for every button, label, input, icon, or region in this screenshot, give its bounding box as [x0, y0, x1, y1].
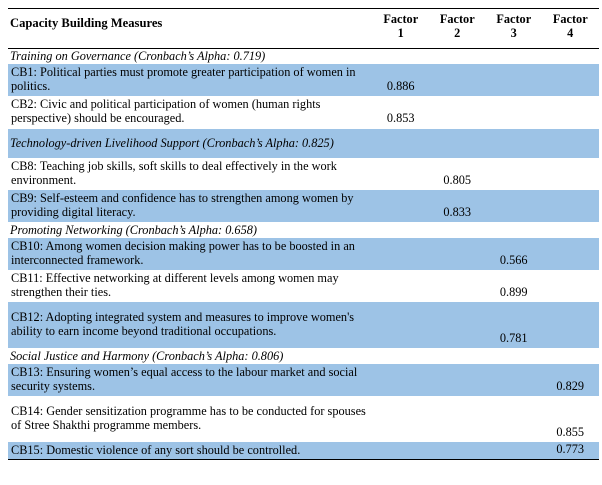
header-row: [8, 9, 599, 49]
empty-cell: [486, 442, 543, 460]
measure-text: CB9: Self-esteem and confidence has to strengthen among women by providing digital literacy.: [8, 190, 373, 223]
section-title: Promoting Networking (Cronbach’s Alpha: 0.658): [8, 223, 599, 239]
empty-cell: [543, 158, 600, 190]
empty-cell: [486, 190, 543, 223]
loading-cell: 0.886: [373, 64, 430, 96]
factor-loadings-table: [8, 8, 599, 460]
table-row: [8, 96, 599, 129]
empty-cell: [486, 364, 543, 396]
section-title: Training on Governance (Cronbach’s Alpha: 0.719): [8, 49, 599, 65]
table-row: [8, 364, 599, 396]
table-row: [8, 396, 599, 442]
empty-cell: [373, 238, 430, 270]
section-row: [8, 349, 599, 365]
measure-text: CB10: Among women decision making power has to be boosted in an interconnected framework.: [8, 238, 373, 270]
header-factor-2: Factor 2: [430, 9, 487, 49]
empty-cell: [430, 64, 487, 96]
section-title: Technology-driven Livelihood Support (Cronbach’s Alpha: 0.825): [8, 129, 599, 159]
measure-text: CB13: Ensuring women’s equal access to the labour market and social security systems.: [8, 364, 373, 396]
header-factor-1: Factor 1: [373, 9, 430, 49]
empty-cell: [543, 190, 600, 223]
table-row: [8, 270, 599, 302]
header-factor-3: Factor 3: [486, 9, 543, 49]
empty-cell: [543, 270, 600, 302]
empty-cell: [486, 64, 543, 96]
empty-cell: [486, 396, 543, 442]
empty-cell: [430, 364, 487, 396]
table-row: [8, 158, 599, 190]
section-row: [8, 49, 599, 65]
table-row: [8, 238, 599, 270]
table-row: [8, 442, 599, 460]
loading-cell: 0.853: [386, 111, 415, 126]
loading-cell: 0.833: [430, 190, 487, 223]
measure-text: CB12: Adopting integrated system and measures to improve women's ability to earn income beyond traditional occupations.: [8, 302, 373, 349]
loading-cell: 0.829: [543, 364, 600, 396]
empty-cell: [373, 364, 430, 396]
empty-cell: [373, 396, 430, 442]
empty-cell: [430, 302, 487, 349]
table-row: [8, 302, 599, 349]
empty-cell: [486, 96, 543, 129]
measure-text: CB1: Political parties must promote greater participation of women in politics.: [8, 64, 373, 96]
empty-cell: [430, 442, 487, 460]
empty-cell: [543, 64, 600, 96]
empty-cell: [430, 96, 487, 129]
empty-cell: [373, 158, 430, 190]
empty-cell: [543, 302, 600, 349]
measure-text: CB8: Teaching job skills, soft skills to deal effectively in the work environment.: [11, 159, 337, 187]
empty-cell: [373, 190, 430, 223]
loading-cell: 0.781: [486, 302, 543, 349]
empty-cell: [430, 396, 487, 442]
section-title: Social Justice and Harmony (Cronbach’s Alpha: 0.806): [8, 349, 599, 365]
section-row: [8, 223, 599, 239]
empty-cell: [543, 96, 600, 129]
loading-cell: 0.899: [499, 285, 528, 300]
header-measures: Capacity Building Measures: [8, 9, 373, 49]
empty-cell: [373, 442, 430, 460]
empty-cell: [486, 158, 543, 190]
table-row: [8, 190, 599, 223]
empty-cell: [430, 270, 487, 302]
empty-cell: [373, 270, 430, 302]
empty-cell: [430, 238, 487, 270]
measure-text: CB11: Effective networking at different levels among women may strengthen their ties.: [11, 271, 339, 299]
table-row: [8, 64, 599, 96]
empty-cell: [373, 302, 430, 349]
empty-cell: [543, 238, 600, 270]
measure-text: CB14: Gender sensitization programme has to be conducted for spouses of Stree Shakthi programme members.: [11, 404, 366, 432]
loading-cell: 0.566: [486, 238, 543, 270]
header-factor-4: Factor 4: [543, 9, 600, 49]
loading-cell: 0.805: [443, 173, 472, 188]
loading-cell: 0.773: [543, 442, 600, 460]
loading-cell: 0.855: [556, 425, 585, 440]
section-row: [8, 129, 599, 159]
measure-text: CB15: Domestic violence of any sort should be controlled.: [8, 442, 373, 460]
measure-text: CB2: Civic and political participation of women (human rights perspective) should be encouraged.: [11, 97, 321, 125]
